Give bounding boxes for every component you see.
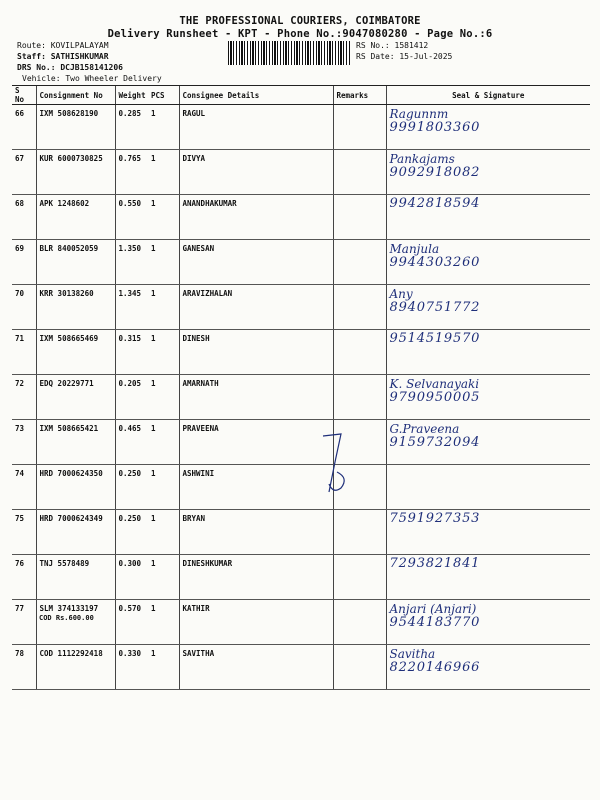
- pieces-count: 1: [148, 420, 179, 465]
- consignee-name: SAVITHA: [179, 645, 333, 690]
- consignment-number: HRD 7000624350: [36, 465, 115, 510]
- rs-date: RS Date: 15-Jul-2025: [356, 52, 453, 61]
- pieces-count: 1: [148, 375, 179, 420]
- signature-cell: [386, 150, 590, 195]
- consignee-name: ASHWINI: [179, 465, 333, 510]
- serial-number: 70: [12, 285, 36, 330]
- signature-cell: [386, 105, 590, 150]
- weight-value: 0.570: [115, 600, 148, 645]
- table-row: [12, 150, 590, 195]
- table-row: [12, 330, 590, 375]
- weight-value: 0.330: [115, 645, 148, 690]
- runsheet-subtitle: Delivery Runsheet - KPT - Phone No.:9047080280 - Page No.:6: [107, 28, 493, 40]
- weight-value: 0.205: [115, 375, 148, 420]
- weight-value: 0.250: [115, 465, 148, 510]
- signature-phone: 8220146966: [389, 660, 481, 675]
- weight-value: 0.315: [115, 330, 148, 375]
- table-row: [12, 510, 590, 555]
- signature-phone: 9944303260: [389, 255, 481, 270]
- signature-cell: [386, 240, 590, 285]
- consignee-name: DIVYA: [179, 150, 333, 195]
- pieces-count: 1: [148, 600, 179, 645]
- signature-phone: 9942818594: [389, 196, 481, 211]
- col-header: Remarks: [333, 86, 386, 105]
- table-row: [12, 375, 590, 420]
- consignment-number: IXM 508665421: [36, 420, 115, 465]
- signature-cell: [386, 285, 590, 330]
- rs-number: RS No.: 1581412: [356, 41, 429, 50]
- pieces-count: 1: [148, 150, 179, 195]
- consignment-number: KRR 30138260: [36, 285, 115, 330]
- serial-number: 75: [12, 510, 36, 555]
- signature-name: Ragunnm: [389, 107, 449, 121]
- route-label: Route: KOVILPALAYAM: [17, 41, 109, 50]
- serial-number: 73: [12, 420, 36, 465]
- signature-cell: [386, 600, 590, 645]
- col-header: Weight: [115, 86, 148, 105]
- signature-phone: 9790950005: [389, 390, 481, 405]
- signature-phone: 7293821841: [389, 556, 481, 571]
- pieces-count: 1: [148, 195, 179, 240]
- consignment-number: TNJ 5578489: [36, 555, 115, 600]
- remarks-cell: [333, 510, 386, 555]
- signature-name: Any: [389, 287, 413, 301]
- remarks-cell: [333, 600, 386, 645]
- remarks-cell: [333, 240, 386, 285]
- table-header-row: [12, 86, 590, 105]
- signature-stroke-icon: [315, 432, 357, 510]
- table-row: [12, 555, 590, 600]
- consignee-name: ARAVIZHALAN: [179, 285, 333, 330]
- pieces-count: 1: [148, 465, 179, 510]
- signature-name: Savitha: [389, 647, 436, 661]
- remarks-cell: [333, 285, 386, 330]
- signature-phone: 7591927353: [389, 511, 481, 526]
- consignee-name: AMARNATH: [179, 375, 333, 420]
- signature-cell: [386, 465, 590, 510]
- signature-phone: 9514519570: [389, 331, 481, 346]
- remarks-cell: [333, 105, 386, 150]
- signature-phone: 8940751772: [389, 300, 481, 315]
- table-row: [12, 600, 590, 645]
- signature-phone: 9159732094: [389, 435, 481, 450]
- consignment-number: APK 1248602: [36, 195, 115, 240]
- staff-label: Staff: SATHISHKUMAR: [17, 52, 109, 61]
- remarks-cell: [333, 645, 386, 690]
- consignment-number: IXM 508665469: [36, 330, 115, 375]
- consignment-number: HRD 7000624349: [36, 510, 115, 555]
- pieces-count: 1: [148, 510, 179, 555]
- signature-name: Anjari (Anjari): [389, 602, 477, 616]
- table-row: [12, 285, 590, 330]
- signature-cell: [386, 330, 590, 375]
- weight-value: 0.250: [115, 510, 148, 555]
- consignment-number: KUR 6000730825: [36, 150, 115, 195]
- weight-value: 1.350: [115, 240, 148, 285]
- pieces-count: 1: [148, 105, 179, 150]
- col-header: Seal & Signature: [386, 86, 590, 105]
- consignee-name: RAGUL: [179, 105, 333, 150]
- weight-value: 0.550: [115, 195, 148, 240]
- signature-phone: 9092918082: [389, 165, 481, 180]
- vehicle-label: Vehicle: Two Wheeler Delivery: [22, 74, 162, 83]
- remarks-cell: [333, 150, 386, 195]
- serial-number: 78: [12, 645, 36, 690]
- pieces-count: 1: [148, 240, 179, 285]
- runsheet-table: [12, 85, 590, 675]
- table-row: [12, 645, 590, 690]
- company-title: THE PROFESSIONAL COURIERS, COIMBATORE: [179, 15, 421, 27]
- consignment-number: EDQ 20229771: [36, 375, 115, 420]
- weight-value: 0.285: [115, 105, 148, 150]
- serial-number: 66: [12, 105, 36, 150]
- signature-name: K. Selvanayaki: [389, 377, 480, 391]
- signature-phone: 9991803360: [389, 120, 481, 135]
- col-header: Consignment No: [36, 86, 115, 105]
- consignee-name: BRYAN: [179, 510, 333, 555]
- weight-value: 0.465: [115, 420, 148, 465]
- cod-amount: COD Rs.600.00: [39, 614, 94, 622]
- serial-number: 74: [12, 465, 36, 510]
- consignee-name: GANESAN: [179, 240, 333, 285]
- consignee-name: PRAVEENA: [179, 420, 333, 465]
- consignment-number: BLR 840052059: [36, 240, 115, 285]
- signature-cell: [386, 510, 590, 555]
- table-row: [12, 465, 590, 510]
- serial-number: 68: [12, 195, 36, 240]
- serial-number: 67: [12, 150, 36, 195]
- table-row: [12, 105, 590, 150]
- weight-value: 0.300: [115, 555, 148, 600]
- signature-phone: 9544183770: [389, 615, 481, 630]
- table-row: [12, 240, 590, 285]
- consignment-number: COD 1112292418: [36, 645, 115, 690]
- col-header: S No: [12, 86, 36, 105]
- serial-number: 71: [12, 330, 36, 375]
- pieces-count: 1: [148, 285, 179, 330]
- remarks-cell: [333, 330, 386, 375]
- barcode-image: [228, 41, 350, 65]
- serial-number: 69: [12, 240, 36, 285]
- pieces-count: 1: [148, 330, 179, 375]
- signature-cell: [386, 420, 590, 465]
- signature-name: G.Praveena: [389, 422, 460, 436]
- col-header: Consignee Details: [179, 86, 333, 105]
- weight-value: 1.345: [115, 285, 148, 330]
- consignee-name: DINESHKUMAR: [179, 555, 333, 600]
- pieces-count: 1: [148, 645, 179, 690]
- consignee-name: KATHIR: [179, 600, 333, 645]
- consignment-number: IXM 508628190: [36, 105, 115, 150]
- serial-number: 76: [12, 555, 36, 600]
- signature-cell: [386, 195, 590, 240]
- weight-value: 0.765: [115, 150, 148, 195]
- serial-number: 77: [12, 600, 36, 645]
- consignment-number: SLM 374133197: [36, 600, 115, 645]
- remarks-cell: [333, 375, 386, 420]
- serial-number: 72: [12, 375, 36, 420]
- signature-cell: [386, 645, 590, 690]
- signature-name: Pankajams: [389, 152, 455, 166]
- drs-number: DRS No.: DCJB158141206: [17, 63, 123, 72]
- remarks-cell: [333, 555, 386, 600]
- consignee-name: DINESH: [179, 330, 333, 375]
- col-header: PCS: [148, 86, 179, 105]
- remarks-cell: [333, 195, 386, 240]
- signature-cell: [386, 375, 590, 420]
- consignee-name: ANANDHAKUMAR: [179, 195, 333, 240]
- pieces-count: 1: [148, 555, 179, 600]
- table-row: [12, 195, 590, 240]
- table-row: [12, 420, 590, 465]
- signature-name: Manjula: [389, 242, 440, 256]
- signature-cell: [386, 555, 590, 600]
